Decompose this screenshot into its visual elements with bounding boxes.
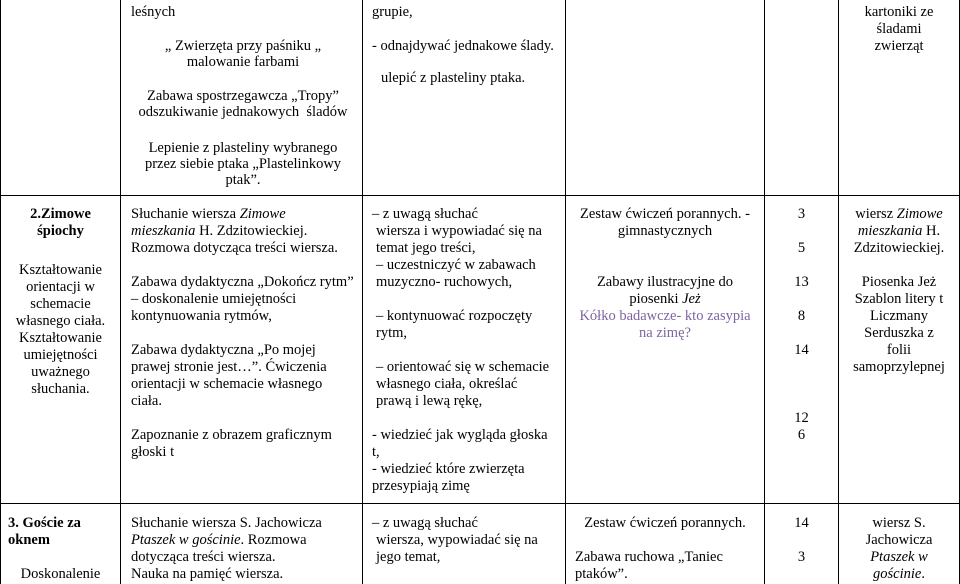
material-line: Szablon litery t bbox=[854, 291, 944, 307]
activity-text: przez siebie ptaka „Plastelinkowy bbox=[144, 156, 342, 172]
column-divider bbox=[764, 0, 765, 584]
topic-goal: uważnego bbox=[31, 364, 90, 380]
activity-line: ciała. bbox=[131, 393, 162, 409]
activity-line: orientacji w schemacie własnego bbox=[131, 376, 323, 392]
activity-line: mieszkania H. Zdzitowieckiej. bbox=[131, 223, 308, 239]
goal-text: grupie, bbox=[372, 4, 413, 20]
material-text: śladami bbox=[876, 21, 922, 37]
activity-text: leśnych bbox=[131, 4, 176, 20]
goal-line: - wiedzieć które zwierzęta bbox=[372, 461, 525, 477]
material-line: Zdzitowieckiej. bbox=[853, 240, 945, 256]
topic-goal: Doskonalenie bbox=[20, 566, 101, 582]
material-line: wiersz S. bbox=[872, 515, 926, 531]
exercise-line: piosenki Jeż bbox=[629, 291, 701, 307]
number-value: 14 bbox=[794, 515, 809, 531]
exercise-line: Kółko badawcze- kto zasypia bbox=[579, 308, 751, 324]
goal-line: - wiedzieć jak wygląda głoska bbox=[372, 427, 548, 443]
exercise-line: Zabawy ilustracyjne do bbox=[596, 274, 734, 290]
goal-line: – orientować się w schemacie bbox=[376, 359, 550, 375]
activity-line: dotycząca treści wiersza. bbox=[131, 549, 276, 565]
topic-title: 3. Goście za bbox=[8, 515, 81, 531]
topic-title: 2.Zimowe bbox=[30, 206, 91, 222]
number-value: 8 bbox=[797, 308, 806, 324]
activity-line: – doskonalenie umiejętności bbox=[131, 291, 297, 307]
material-line: Ptaszek w bbox=[870, 549, 928, 565]
activity-text: Zabawa spostrzegawcza „Tropy” bbox=[147, 88, 339, 104]
goal-line: muzyczno- ruchowych, bbox=[376, 274, 513, 290]
column-divider bbox=[362, 0, 363, 584]
goal-line: – uczestniczyć w zabawach bbox=[376, 257, 536, 273]
topic-goal: schemacie bbox=[30, 296, 91, 312]
number-value: 13 bbox=[794, 274, 809, 290]
exercise-line: Zestaw ćwiczeń porannych. bbox=[584, 515, 746, 531]
activity-line: Nauka na pamięć wiersza. bbox=[131, 566, 284, 582]
material-line: wiersz Zimowe bbox=[855, 206, 943, 222]
topic-goal: umiejętności bbox=[23, 347, 98, 363]
goal-line: t, bbox=[372, 444, 380, 460]
topic-title: oknem bbox=[8, 532, 50, 548]
activity-line: prawej stronie jest…”. Ćwiczenia bbox=[131, 359, 327, 375]
goal-text: - odnajdywać jednakowe ślady. bbox=[372, 38, 554, 54]
number-value: 3 bbox=[797, 206, 806, 222]
activity-line: Ptaszek w gościnie. Rozmowa bbox=[131, 532, 307, 548]
material-line: Liczmany bbox=[870, 308, 928, 324]
material-line: Jachowicza bbox=[865, 532, 933, 548]
goal-text: ulepić z plasteliny ptaka. bbox=[381, 70, 526, 86]
material-line: mieszkania H. bbox=[857, 223, 941, 239]
goal-line: jego temat, bbox=[376, 549, 441, 565]
activity-text: Lepienie z plasteliny wybranego bbox=[148, 140, 338, 156]
material-line: Serduszka z bbox=[864, 325, 934, 341]
exercise-line: Zestaw ćwiczeń porannych. - bbox=[580, 206, 750, 222]
topic-goal: własnego ciała. bbox=[15, 313, 106, 329]
row-divider bbox=[0, 195, 960, 196]
number-value: 12 bbox=[794, 410, 809, 426]
exercise-line: Zabawa ruchowa „Taniec bbox=[575, 549, 723, 565]
goal-line: własnego ciała, określać bbox=[376, 376, 518, 392]
goal-line: – kontynuować rozpoczęty bbox=[376, 308, 533, 324]
material-text: zwierząt bbox=[874, 38, 924, 54]
goal-line: rytm, bbox=[376, 325, 408, 341]
goal-line: przesypiają zimę bbox=[372, 478, 470, 494]
activity-text: odszukiwanie jednakowych śladów bbox=[138, 104, 348, 120]
topic-goal: Kształtowanie bbox=[19, 262, 102, 278]
activity-line: Zapoznanie z obrazem graficznym bbox=[131, 427, 332, 443]
goal-line: wiersza i wypowiadać się na bbox=[376, 223, 542, 239]
topic-goal: Kształtowanie bbox=[19, 330, 102, 346]
activity-line: Zabawa dydaktyczna „Dokończ rytm” bbox=[131, 274, 354, 290]
number-value: 3 bbox=[797, 549, 806, 565]
exercise-line: gimnastycznych bbox=[617, 223, 713, 239]
activity-line: kontynuowania rytmów, bbox=[131, 308, 272, 324]
topic-goal: słuchania. bbox=[31, 381, 90, 397]
material-line: folii bbox=[886, 342, 912, 358]
material-line: gościnie. bbox=[873, 566, 925, 582]
column-divider bbox=[120, 0, 121, 584]
material-line: samoprzylepnej bbox=[853, 359, 945, 375]
number-value: 14 bbox=[794, 342, 809, 358]
activity-text: malowanie farbami bbox=[186, 54, 300, 70]
material-text: kartoniki ze bbox=[864, 4, 934, 20]
activity-line: Zabawa dydaktyczna „Po mojej bbox=[131, 342, 316, 358]
activity-line: Rozmowa dotycząca treści wiersza. bbox=[131, 240, 338, 256]
number-value: 6 bbox=[797, 427, 806, 443]
row-divider bbox=[0, 503, 960, 504]
goal-line: – z uwagą słuchać bbox=[372, 515, 478, 531]
activity-text: ptak”. bbox=[225, 172, 261, 188]
activity-line: Słuchanie wiersza Zimowe bbox=[131, 206, 286, 222]
goal-line: temat jego treści, bbox=[376, 240, 476, 256]
exercise-line: ptaków”. bbox=[575, 566, 628, 582]
activity-text: „ Zwierzęta przy paśniku „ bbox=[164, 38, 322, 54]
goal-line: wiersza, wypowiadać się na bbox=[376, 532, 538, 548]
goal-line: – z uwagą słuchać bbox=[372, 206, 478, 222]
activity-line: Słuchanie wiersza S. Jachowicza bbox=[131, 515, 322, 531]
number-value: 5 bbox=[797, 240, 806, 256]
topic-goal: orientacji w bbox=[26, 279, 95, 295]
activity-line: głoski t bbox=[131, 444, 175, 460]
material-line: Piosenka Jeż bbox=[861, 274, 937, 290]
goal-line: prawą i lewą rękę, bbox=[376, 393, 483, 409]
exercise-line: na zimę? bbox=[639, 325, 691, 341]
topic-title: śpiochy bbox=[37, 223, 84, 239]
